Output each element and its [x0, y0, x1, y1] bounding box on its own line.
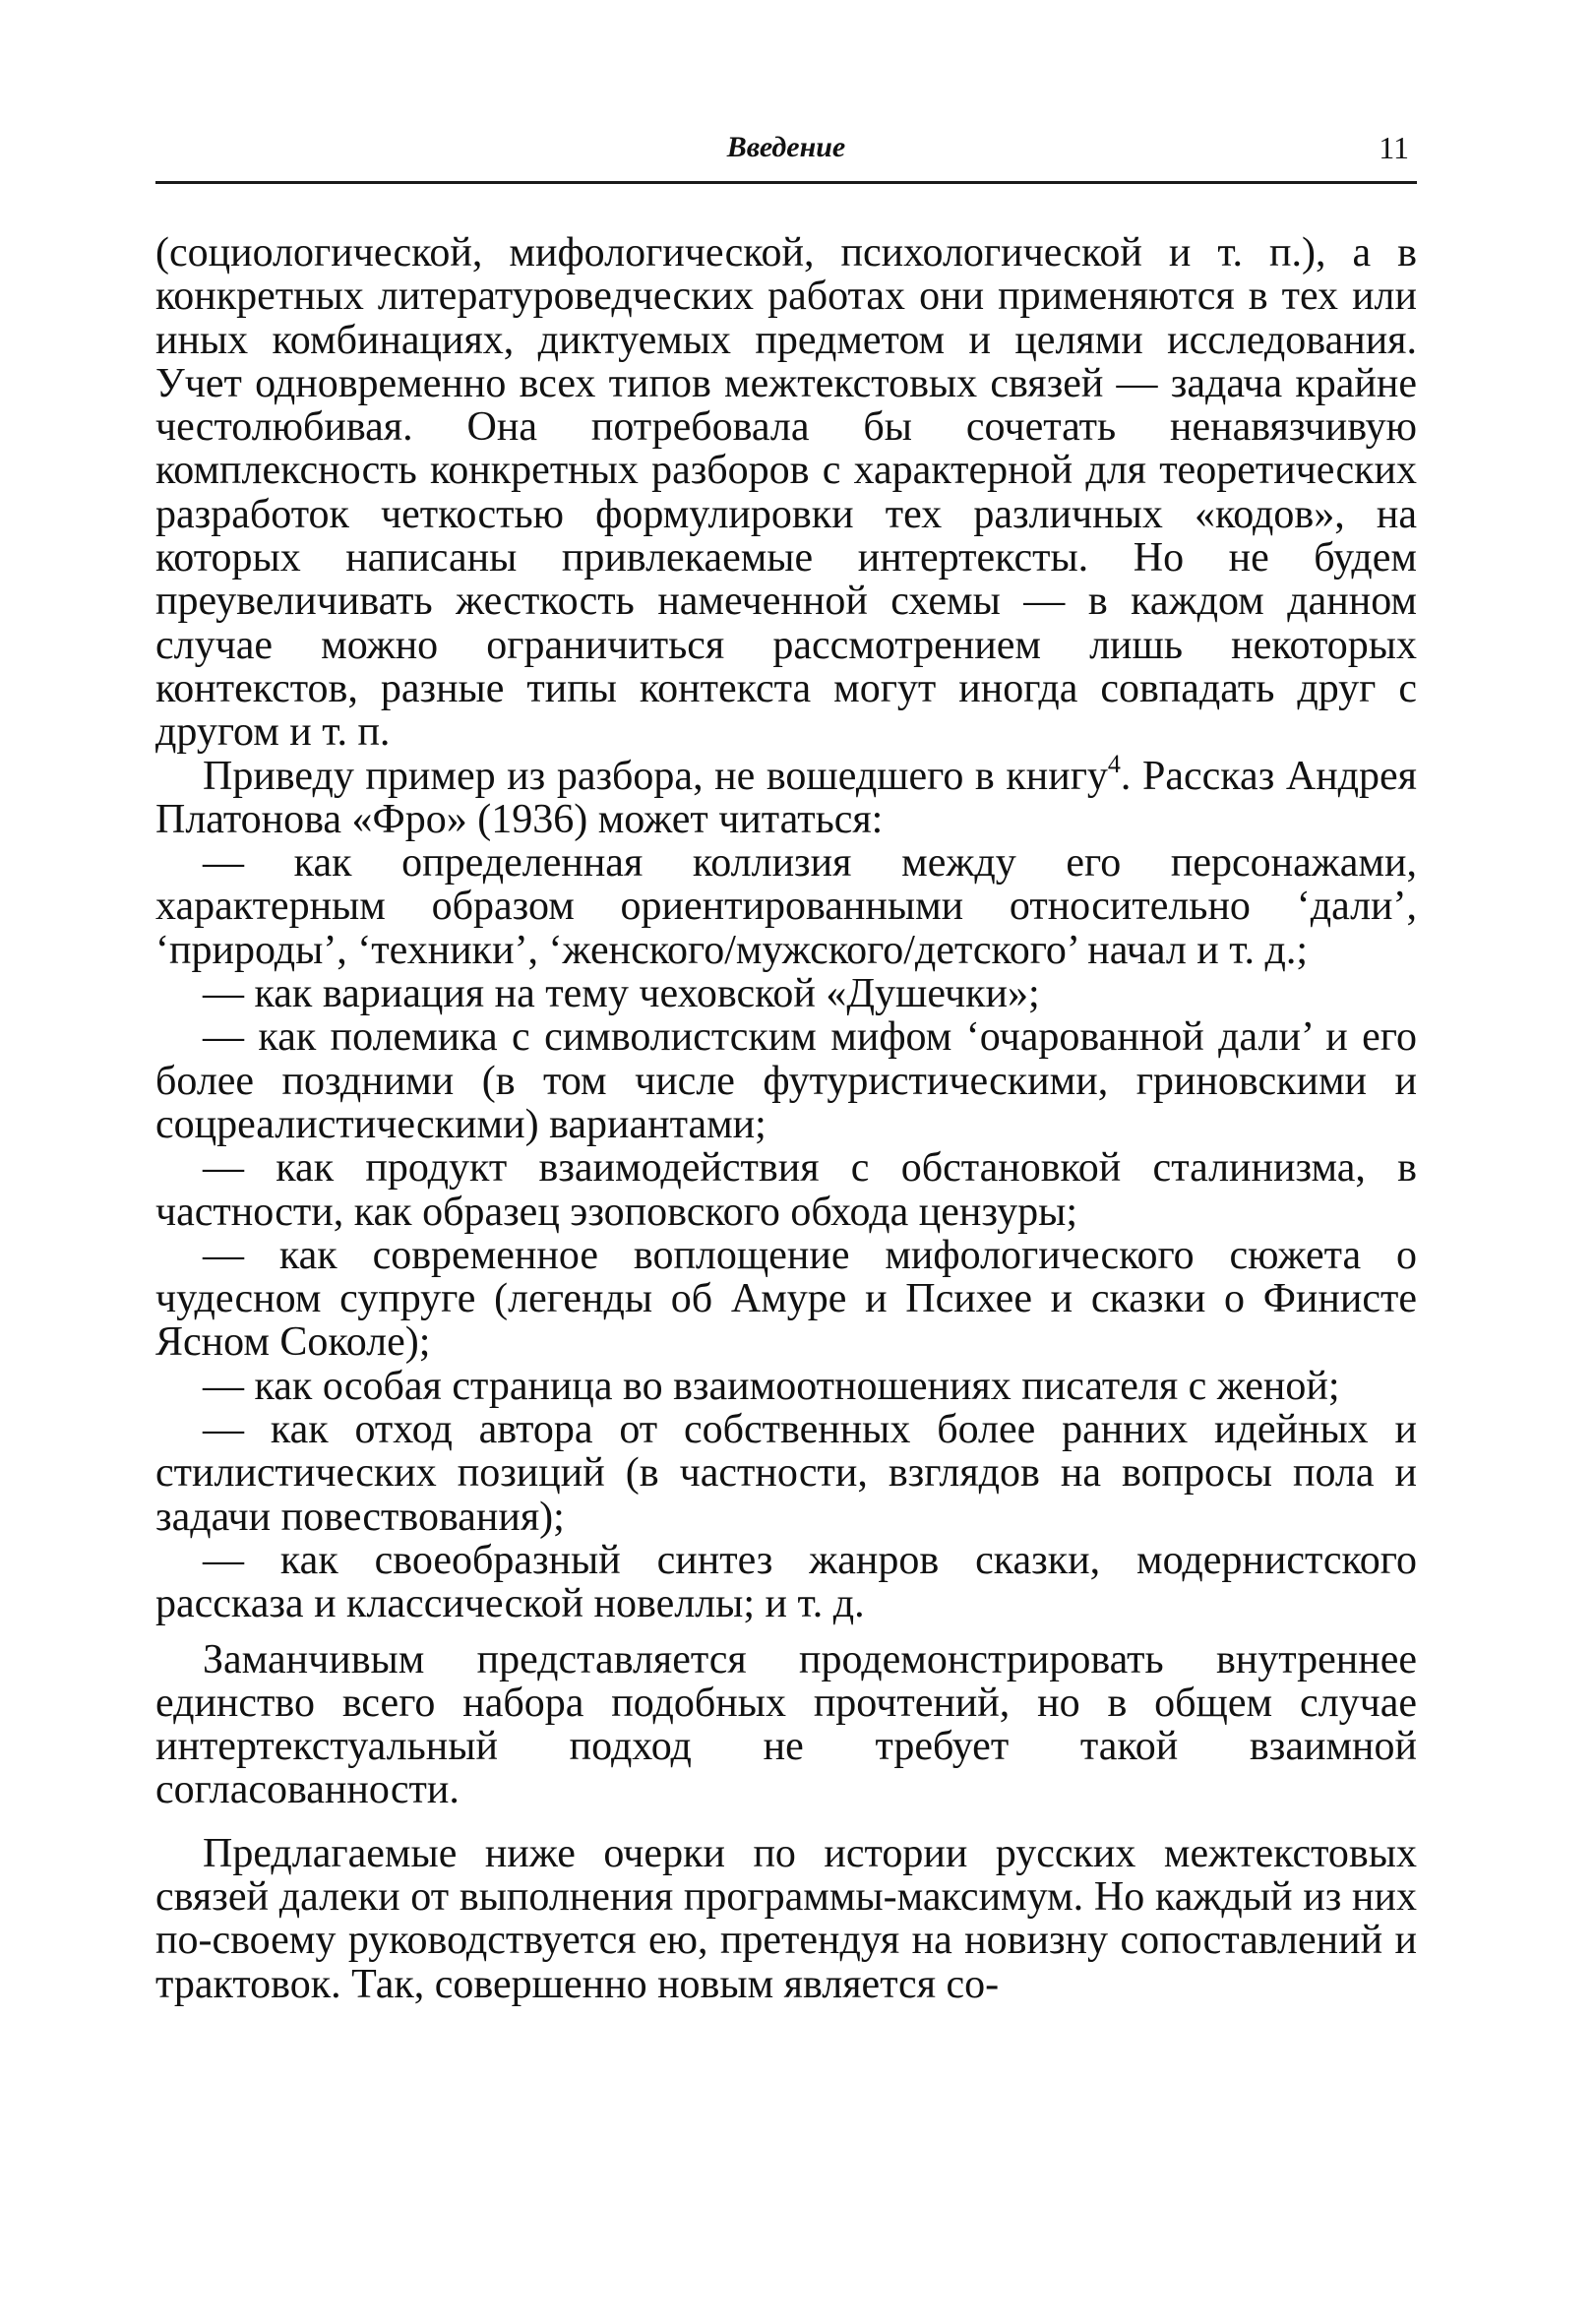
paragraph: Предлагаемые ниже очерки по истории русских межтекстовых связей далеки от выполнения программы-максимум. Но каждый из них по-своему руководствуется ею, претендуя на новизну сопоставлений и трактовок. Так, совершенно новым является со- [155, 1830, 1417, 2007]
list-item: — как продукт взаимодействия с обстановкой сталинизма, в частности, как образец эзоповского обхода цензуры; [155, 1145, 1417, 1235]
paragraph-text: Приведу пример из разбора, не вошедшего в книгу [203, 753, 1108, 799]
running-title: Введение [726, 131, 846, 163]
list-item: — как современное воплощение мифологического сюжета о чудесном супруге (легенды об Амуре и Психее и сказки о Финисте Ясном Соколе); [155, 1232, 1417, 1366]
list-item: — как определенная коллизия между его персонажами, характерным образом ориентированными относительно ‘дали’, ‘природы’, ‘техники’, ‘женского/мужского/детского’ начал и т. д.; [155, 840, 1417, 973]
list-item: — как своеобразный синтез жанров сказки, модернистского рассказа и классической новеллы; и т. д. [155, 1537, 1417, 1627]
paragraph-example-intro [155, 749, 1417, 842]
list-item: — как отход автора от собственных более ранних идейных и стилистических позиций (в частности, взглядов на вопросы пола и задачи повествования); [155, 1407, 1417, 1540]
footnote-reference: 4 [1107, 749, 1121, 778]
list-item: — как особая страница во взаимоотношениях писателя с женой; [203, 1363, 1340, 1409]
body-text [155, 231, 1417, 2006]
paragraph-text: . Рассказ Андрея Платонова «Фро» (1936) может читаться: [155, 753, 1417, 842]
running-head [155, 128, 1417, 177]
list-item: — как вариация на тему чеховской «Душечки»; [203, 971, 1040, 1017]
page-number: 11 [1379, 130, 1409, 165]
book-page [155, 128, 1417, 2006]
paragraph: Заманчивым представляется продемонстрировать внутреннее единство всего набора подобных прочтений, но в общем случае интертекстуальный подход не требует такой взаимной согласованности. [155, 1636, 1417, 1813]
header-rule [155, 181, 1417, 184]
list-item: — как полемика с символистским мифом ‘очарованной дали’ и его более поздними (в том числе футуристическими, гриновскими и соцреалистическими) вариантами; [155, 1014, 1417, 1147]
paragraph-continuation: (социологической, мифологической, психологической и т. п.), а в конкретных литературоведческих работах они применяются в тех или иных комбинациях, диктуемых предметом и целями исследования. Учет одновременно всех типов межтекстовых связей — задача крайне честолюбивая. Она потребовала бы сочетать ненавязчивую комплексность конкретных разборов с характерной для теоретических разработок четкостью формулировки тех различных «кодов», на которых написаны привлекаемые интертексты. Но не будем преувеличивать жесткость намеченной схемы — в каждом данном случае можно ограничиться рассмотрением лишь некоторых контекстов, разные типы контекста могут иногда совпадать друг с другом и т. п. [155, 230, 1417, 756]
